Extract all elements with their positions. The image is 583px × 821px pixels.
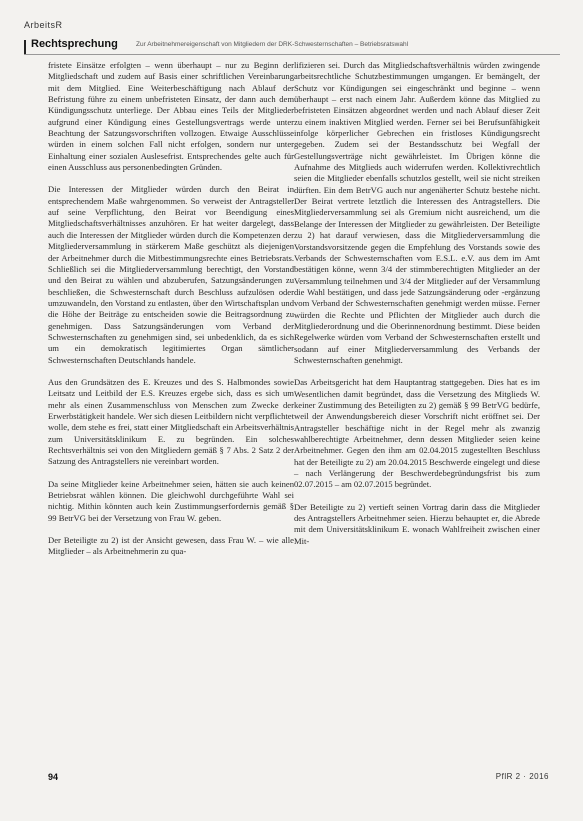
page-subtitle: Zur Arbeitnehmereigenschaft von Mitgliedern der DRK-Schwesternschaften – Betriebsratswahl [136, 41, 409, 48]
page-number: 94 [48, 772, 59, 782]
header-mark [24, 40, 26, 54]
paragraph: Der Beteiligte zu 2) ist der Ansicht gewesen, dass Frau W. – wie alle Mitglieder – als Arbeitnehmerin zu qua- [48, 535, 294, 557]
paragraph: lifizieren sei. Durch das Mitgliedschaftsverhältnis würden zwingende arbeitsrechtliche Schutzbestimmungen umgangen. Er bemängelt, der Schutz vor Kündigungen sei eingeschränkt und beginne – wenn überhaupt – erst nach einem Jahr. Außerdem könne das Mitglied zu befristeten Einsätzen abgeordnet werden und nach Ablauf dieser Zeit zu einem inaktiven Mitglied werden. Ferner sei bei Berufsunfähigkeit infolge körperlicher Gebrechen ein fristloses Kündigungsrecht gegeben. Zudem sei der Bestandsschutz bei Wegfall der Gestellungsverträge nicht gewährleistet. Im Übrigen könne die Aufnahme des Mitglieds auch widerrufen werden. Kollektivrechtlich seien die Mitglieder ebenfalls schutzlos gestellt, weil sie nicht streiken dürften. Ein dem BetrVG auch nur angenäherter Schutz bestehe nicht. Der Beirat vertrete letztlich die Interessen des Antragstellers. Die Mitgliederversammlung sei als Gremium nicht ausreichend, um die Belange der Interessen der Mitglieder zu gewährleisten. Der Beteiligte zu 2) hat darauf verwiesen, dass die Mitgliederversammlung die Vorstandsvorsitzende gegen die Empfehlung des Vorstands sowie des Verbands der Schwesternschaften vom E.S.L. e.V. aus dem im Amt bestätigen könne, wenn 3/4 der stimmberechtigten Mitglieder an der Versammlung teilnehmen und 3/4 der Mitglieder auf der Versammlung die Wahl bestätigen, und dass jede Satzungsänderung oder -ergänzung vom Verband der Schwesternschaften genehmigt werden müsse. Ferner würden die Rechte und Pflichten der Mitglieder auch durch die Mitgliederordnung und die Oberinnenordnung bestimmt. Diese beiden Regelwerke würden vom Verband der Schwesternschaften erstellt und sodann auf einer Mitgliederversammlung des Verbands der Schwesternschaften genehmigt. [294, 60, 540, 365]
paragraph: Die Interessen der Mitglieder würden durch den Beirat in entsprechendem Maße wahrgenommen. So verweist der Antragsteller auf seine Verpflichtung, den Beirat vor Beendigung eines Mitgliedschaftsverhältnisses anzuhören. Er hat weiter dargelegt, dass auch die Interessen der Mitglieder würden durch die Kompetenzen der Mitgliederversammlung in stärkerem Maße geschützt als diejenigen der Arbeitnehmer durch die Mitbestimmungsrechte eines Betriebsrats. Schließlich sei die Mitgliederversammlung berechtigt, den Vorstand und den Beirat zu wählen und abzuberufen, Satzungsänderungen zu beschließen, die Schwesternschaft durch Beschluss aufzulösen oder umzuwandeln, den Vorstand zu entlasten, über den Wirtschaftsplan und die Höhe der Beiträge zu entscheiden sowie die Beitragsordnung zu genehmigen. Dass Satzungsänderungen vom Verband der Schwesternschaften zu genehmigen sind, sei unbedenklich, da es sich um ein demokratisch legitimiertes Organ sämtlicher Schwesternschaften Deutschlands handele. [48, 184, 294, 365]
right-column [294, 60, 540, 558]
paragraph: fristete Einsätze erfolgten – wenn überhaupt – nur zu Beginn der Mitgliedschaft und zudem auf Basis einer schriftlichen Vereinbarung mit dem Mitglied. Eine Weiterbeschäftigung nach Ablauf der Befristung führe zu einem unbefristeten Einsatz, der dann auch dem Kündigungsschutz unterliege. Der Abbau eines Teils der Mitglieder aufgrund einer Kündigung eines Gestellungsvertrags werde unter Beachtung der Satzungsvorschriften vollzogen. Etwaige Ausschlüsse würden in einem solchen Fall nicht erfolgen, sondern nur unter Einhaltung einer sozialen Auslesefrist. Entsprechendes gelte auch für einen Ausschluss aus personenbedingten Gründen. [48, 60, 294, 173]
paragraph: Da seine Mitglieder keine Arbeitnehmer seien, hätten sie auch keinen Betriebsrat wählen können. Die gleichwohl durchgeführte Wahl sei nichtig. Mithin könnten auch kein Zustimmungserfordernis gemäß § 99 BetrVG bei der Versetzung von Frau W. geben. [48, 478, 294, 523]
paragraph: Aus den Grundsätzen des E. Kreuzes und des S. Halbmondes sowie Leitsatz und Leitbild der E.S. Kreuzes ergebe sich, dass es sich um mehr als einen Zusammenschluss von Menschen zum Zwecke der Erwerbstätigkeit handele. Wer sich diesen Leitbildern nicht verpflichtet wolle, dem stehe es frei, statt einer Mitgliedschaft ein Arbeitsverhältnis zum Universitätsklinikum E. zu begründen. Ein solches Rechtsverhältnis sei von den Mitgliedern gemäß § 7 Abs. 2 Satz 2 der Satzung des Antragstellers nie vereinbart worden. [48, 376, 294, 467]
section-label: ArbeitsR [24, 20, 63, 30]
journal-reference: PflR 2 · 2016 [495, 772, 549, 781]
paragraph: Das Arbeitsgericht hat dem Hauptantrag stattgegeben. Dies hat es im Wesentlichen damit begründet, dass die Versetzung des Mitglieds W. keiner Zustimmung des Beteiligten zu 2) gemäß § 99 BetrVG bedürfe, weil der Anwendungsbereich dieser Vorschrift nicht eröffnet sei. Der Antragsteller beschäftige nicht in der Regel mehr als zwanzig wahlberechtigte Arbeitnehmer, denn dessen Mitglieder seien keine Arbeitnehmer. Gegen den ihm am 02.04.2015 zugestellten Beschluss hat der Beteiligte zu 2) am 20.04.2015 Beschwerde eingelegt und diese – nach Verlängerung der Beschwerdebegründungsfrist bis zum 02.07.2015 – am 02.07.2015 begründet. [294, 377, 540, 490]
left-column [48, 60, 294, 569]
page-title: Rechtsprechung [31, 38, 118, 50]
paragraph: Der Beteiligte zu 2) vertieft seinen Vortrag darin dass die Mitglieder des Antragstellers Arbeitnehmer seien. Hierzu behauptet er, die Abrede mit dem Universitätsklinikum E. wonach Wahlfreiheit zwischen einer Mit- [294, 501, 540, 546]
